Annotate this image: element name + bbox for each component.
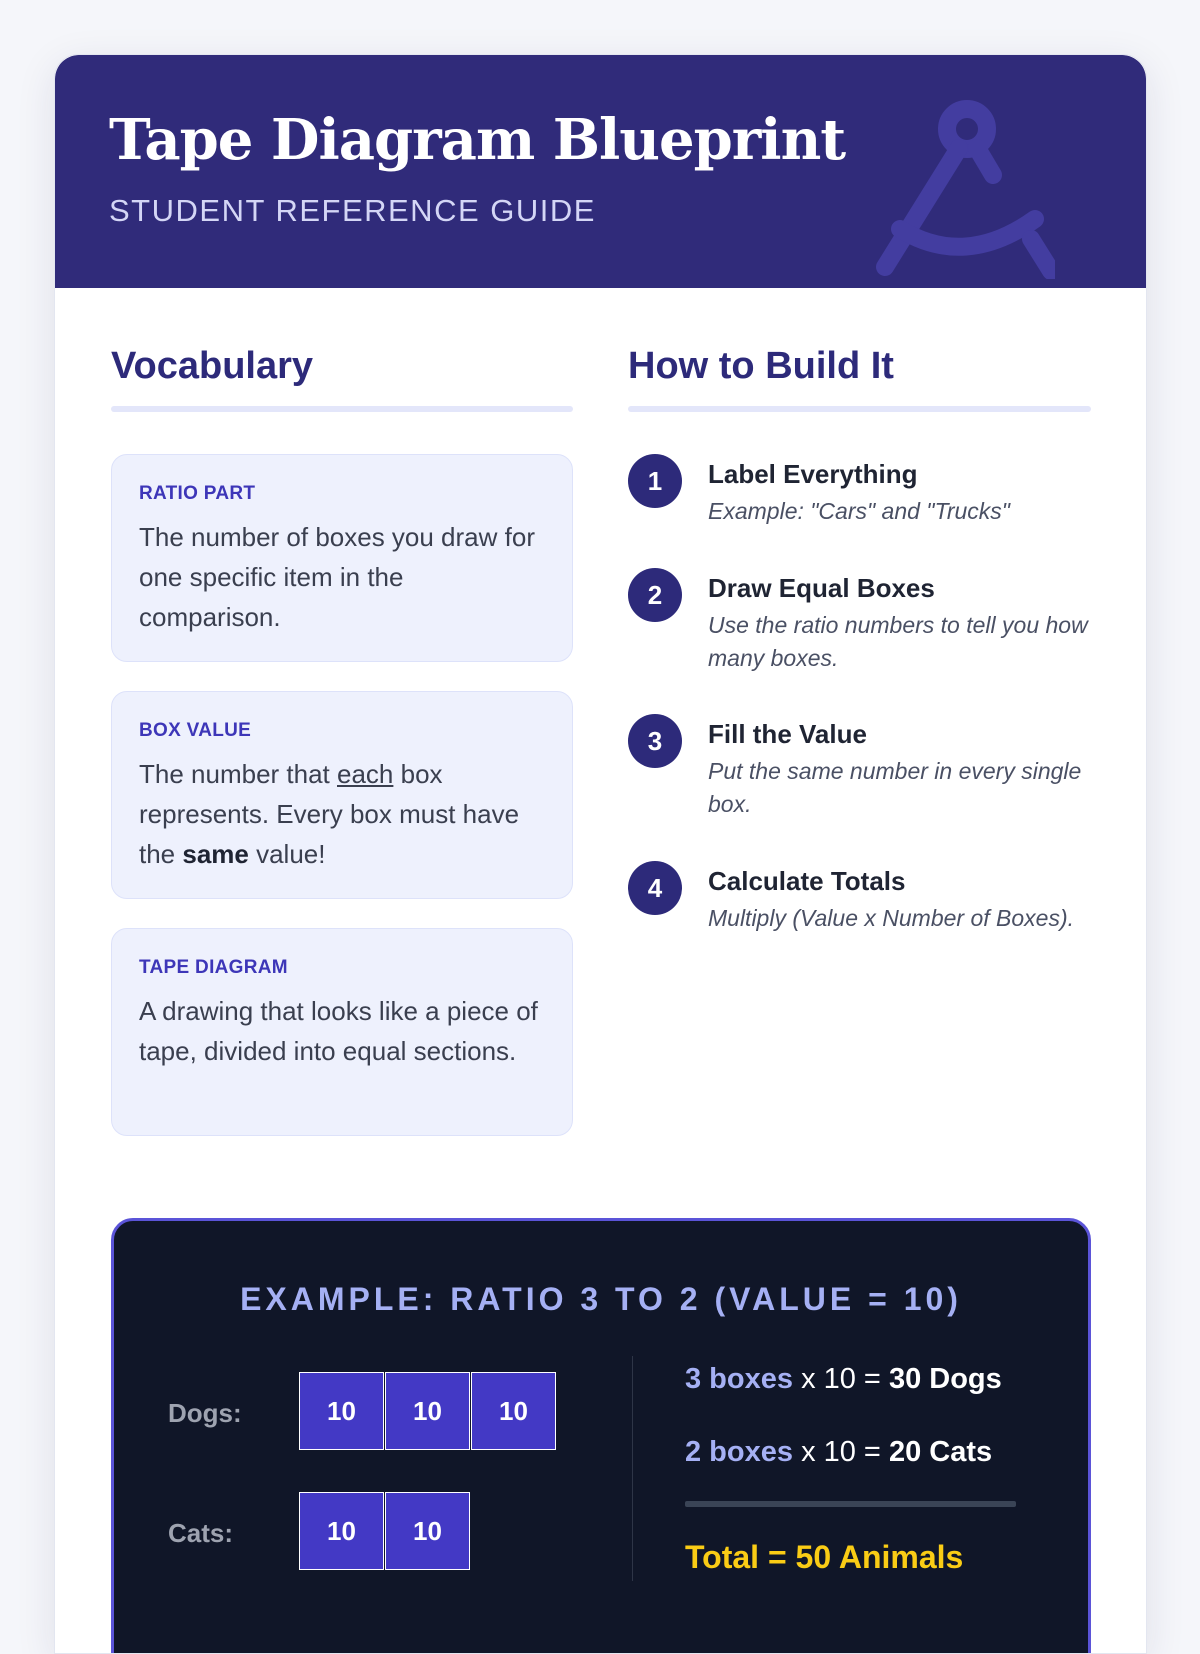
vocab-card-box-value [111, 691, 573, 899]
example-divider [632, 1356, 633, 1581]
tape-box: 10 [299, 1372, 384, 1450]
page-subtitle: STUDENT REFERENCE GUIDE [109, 193, 596, 228]
step-title: Calculate Totals [708, 866, 906, 896]
reference-card [54, 54, 1147, 1654]
tape-box: 10 [385, 1492, 470, 1570]
steps-divider [628, 406, 1091, 412]
vocab-term: TAPE DIAGRAM [139, 957, 288, 978]
tape-row-label-dogs: Dogs: [168, 1398, 242, 1428]
step-description: Use the ratio numbers to tell you how many boxes. [708, 612, 1088, 671]
step-number-badge: 2 [628, 568, 682, 622]
calc-operation: x 10 = [801, 1363, 881, 1395]
page-title: Tape Diagram Blueprint [109, 107, 846, 173]
vocab-card-ratio-part [111, 454, 573, 662]
tape-row-label-cats: Cats: [168, 1518, 234, 1548]
step-title: Draw Equal Boxes [708, 573, 935, 603]
step-number-badge: 3 [628, 714, 682, 768]
vocab-definition: The number of boxes you draw for one specific item in the comparison. [139, 522, 535, 632]
step-title: Label Everything [708, 459, 918, 489]
tape-box: 10 [385, 1372, 470, 1450]
calc-result: 20 Cats [888, 1436, 993, 1468]
tape-box: 10 [471, 1372, 556, 1450]
definition-text: value! [248, 839, 326, 869]
definition-text: box represents. Every box must have the [139, 759, 520, 869]
calc-result: 30 Dogs [888, 1363, 1002, 1395]
example-panel [111, 1218, 1091, 1654]
step-description: Multiply (Value x Number of Boxes). [708, 905, 1075, 931]
step-description: Put the same number in every single box. [708, 758, 1082, 817]
calculation-dogs [685, 1363, 1002, 1396]
calc-operation: x 10 = [801, 1436, 881, 1468]
header-banner [55, 55, 1146, 288]
vocab-term: RATIO PART [139, 483, 256, 504]
compass-icon [855, 79, 1055, 279]
vocab-definition [139, 754, 549, 874]
definition-emphasis-underline: each [337, 759, 394, 789]
step-description: Example: "Cars" and "Trucks" [708, 498, 1010, 524]
vocab-term: BOX VALUE [139, 720, 252, 741]
steps-heading: How to Build It [628, 345, 894, 387]
calc-boxes: 3 boxes [685, 1363, 793, 1395]
definition-emphasis-bold: same [182, 839, 249, 869]
total-result: Total = 50 Animals [685, 1539, 964, 1575]
vocab-definition: A drawing that looks like a piece of tape, divided into equal sections. [139, 996, 538, 1066]
vocab-card-tape-diagram [111, 928, 573, 1136]
step-title: Fill the Value [708, 719, 867, 749]
step-number-badge: 1 [628, 454, 682, 508]
tape-box: 10 [299, 1492, 384, 1570]
total-divider [685, 1501, 1016, 1507]
step-number-badge: 4 [628, 861, 682, 915]
calc-boxes: 2 boxes [685, 1436, 793, 1468]
vocabulary-heading: Vocabulary [111, 345, 314, 387]
tape-diagram-cats [299, 1492, 471, 1570]
vocabulary-divider [111, 406, 573, 412]
calculation-cats [685, 1436, 992, 1469]
example-title: EXAMPLE: RATIO 3 TO 2 (VALUE = 10) [240, 1281, 962, 1317]
definition-text: The number that [139, 759, 337, 789]
tape-diagram-dogs [299, 1372, 557, 1450]
